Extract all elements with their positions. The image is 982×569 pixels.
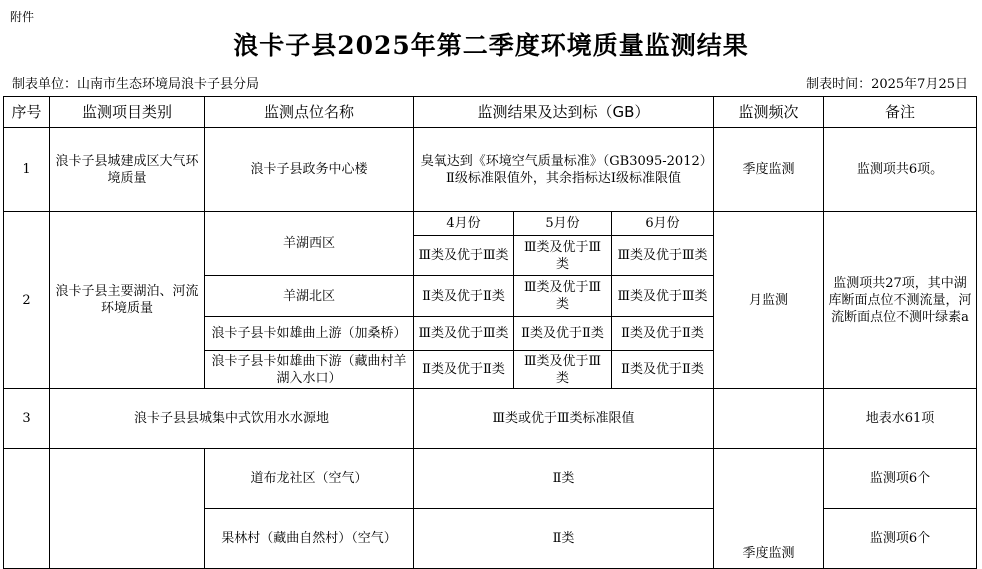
col-header-note: 备注 [824, 97, 977, 128]
result-cell: Ⅲ类或优于Ⅲ类标准限值 [414, 389, 714, 449]
row-number: 1 [4, 128, 50, 212]
table-row [4, 128, 977, 212]
monitoring-results-table [3, 96, 977, 569]
table-row [4, 212, 977, 236]
attachment-label: 附件 [10, 10, 35, 24]
note-cell: 地表水61项 [824, 389, 977, 449]
month-header: 5月份 [514, 212, 612, 236]
frequency-cell: 季度监测 [714, 449, 824, 569]
result-cell: Ⅲ类及优于Ⅲ类 [612, 236, 714, 276]
result-cell: Ⅲ类及优于Ⅲ类 [514, 351, 612, 389]
category-cell [50, 449, 205, 569]
note-cell: 监测项6个 [824, 509, 977, 569]
result-cell: Ⅲ类及优于Ⅲ类 [514, 276, 612, 317]
row-number: 2 [4, 212, 50, 389]
header-row [4, 97, 977, 128]
site-cell: 浪卡子县县城集中式饮用水水源地 [50, 389, 414, 449]
result-cell: Ⅱ类及优于Ⅱ类 [514, 317, 612, 351]
category-cell: 浪卡子县城建成区大气环境质量 [50, 128, 205, 212]
col-header-no: 序号 [4, 97, 50, 128]
row-number: 3 [4, 389, 50, 449]
result-cell: Ⅱ类 [414, 449, 714, 509]
frequency-cell [714, 389, 824, 449]
col-header-category: 监测项目类别 [50, 97, 205, 128]
category-cell: 浪卡子县主要湖泊、河流环境质量 [50, 212, 205, 389]
row-number [4, 449, 50, 569]
note-cell: 监测项共6项。 [824, 128, 977, 212]
result-cell: Ⅲ类及优于Ⅲ类 [514, 236, 612, 276]
result-cell: Ⅱ类及优于Ⅱ类 [612, 351, 714, 389]
note-cell: 监测项6个 [824, 449, 977, 509]
result-cell: Ⅱ类及优于Ⅱ类 [612, 317, 714, 351]
col-header-frequency: 监测频次 [714, 97, 824, 128]
month-header: 6月份 [612, 212, 714, 236]
prepared-by-unit: 制表单位：山南市生态环境局浪卡子县分局 [12, 77, 260, 92]
result-cell: Ⅲ类及优于Ⅲ类 [414, 236, 514, 276]
prepared-date: 制表时间：2025年7月25日 [806, 77, 968, 92]
result-cell: Ⅲ类及优于Ⅲ类 [414, 317, 514, 351]
col-header-site: 监测点位名称 [205, 97, 414, 128]
site-cell: 羊湖西区 [205, 212, 414, 276]
result-cell: Ⅱ类及优于Ⅱ类 [414, 276, 514, 317]
month-header: 4月份 [414, 212, 514, 236]
note-cell: 监测项共27项，其中湖库断面点位不测流量，河流断面点位不测叶绿素a [824, 212, 977, 389]
result-cell: Ⅱ类及优于Ⅱ类 [414, 351, 514, 389]
table-row [4, 389, 977, 449]
frequency-cell: 月监测 [714, 212, 824, 389]
result-cell: Ⅱ类 [414, 509, 714, 569]
site-cell: 果林村（藏曲自然村）（空气） [205, 509, 414, 569]
site-cell: 道布龙社区（空气） [205, 449, 414, 509]
site-cell: 浪卡子县卡如雄曲上游（加桑桥） [205, 317, 414, 351]
frequency-cell: 季度监测 [714, 128, 824, 212]
page-title: 浪卡子县2025年第二季度环境质量监测结果 [233, 31, 749, 60]
site-cell: 羊湖北区 [205, 276, 414, 317]
site-cell: 浪卡子县卡如雄曲下游（藏曲村羊湖入水口） [205, 351, 414, 389]
result-cell: 臭氧达到《环境空气质量标准》（GB3095-2012）Ⅱ级标准限值外，其余指标达Ⅰ级标准限值 [414, 128, 714, 212]
table-row [4, 449, 977, 509]
result-cell: Ⅲ类及优于Ⅲ类 [612, 276, 714, 317]
site-cell: 浪卡子县政务中心楼 [205, 128, 414, 212]
col-header-result: 监测结果及达到标（GB） [414, 97, 714, 128]
